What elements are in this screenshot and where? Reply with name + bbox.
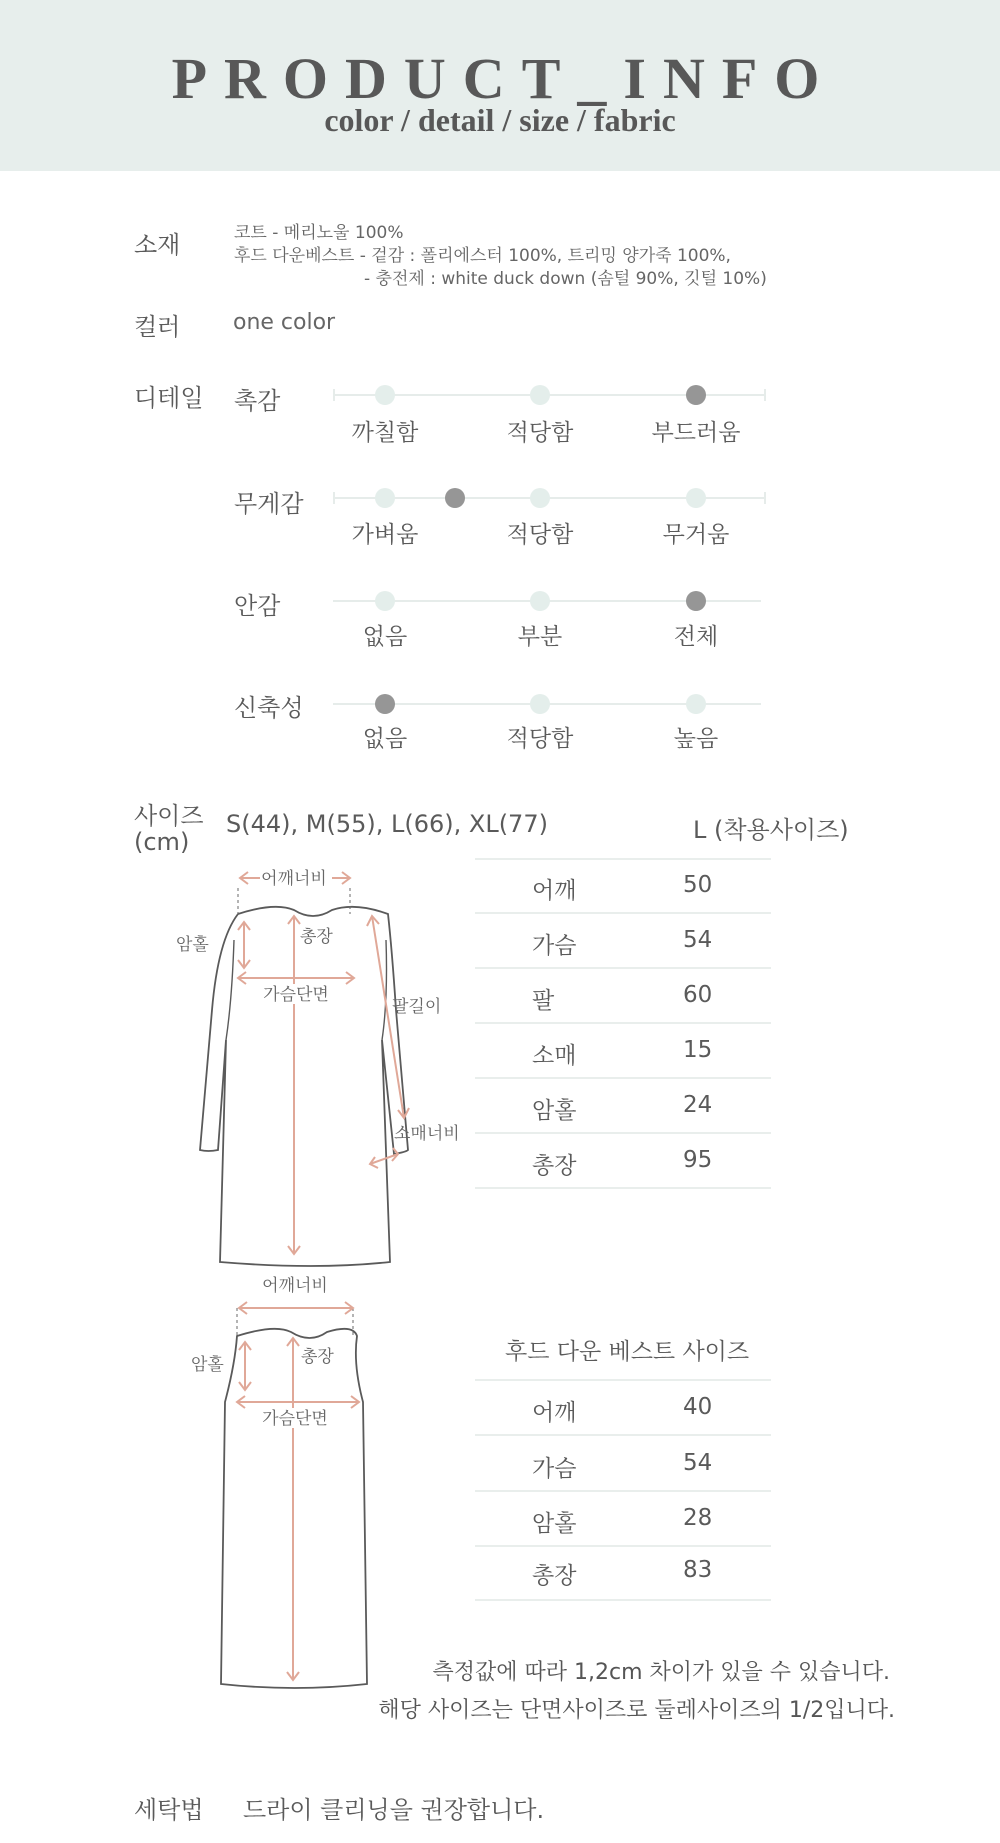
vest-row-2-value: 54 xyxy=(683,1450,713,1476)
vest-row-3-value: 28 xyxy=(683,1505,713,1531)
vest-measurement-diagram xyxy=(185,1268,425,1698)
wash-value: 드라이 클리닝을 권장합니다. xyxy=(243,1796,545,1824)
lining-dot-1 xyxy=(375,591,395,611)
vest-row-4-value: 83 xyxy=(683,1557,713,1583)
table-divider xyxy=(475,1545,771,1547)
color-label: 컬러 xyxy=(134,313,181,341)
stretch-option-3: 높음 xyxy=(673,726,719,752)
header-banner xyxy=(0,0,1000,171)
note-tolerance: 측정값에 따라 1,2cm 차이가 있을 수 있습니다. xyxy=(432,1660,890,1685)
lining-option-1: 없음 xyxy=(362,624,408,650)
coat-row-1-part: 어깨 xyxy=(532,878,577,904)
coat-chest-label: 가슴단면 xyxy=(263,985,329,1005)
stretch-option-1: 없음 xyxy=(362,726,408,752)
coat-row-4-value: 15 xyxy=(683,1037,713,1063)
note-half-circumference: 해당 사이즈는 단면사이즈로 둘레사이즈의 1/2입니다. xyxy=(378,1698,895,1723)
coat-row-2-value: 54 xyxy=(683,927,713,953)
table-divider xyxy=(475,1187,771,1189)
available-sizes: S(44), M(55), L(66), XL(77) xyxy=(226,810,548,838)
weight-option-2: 적당함 xyxy=(506,522,574,548)
texture-option-1: 까칠함 xyxy=(351,420,419,446)
detail-row-stretch-label: 신축성 xyxy=(234,694,304,722)
detail-row-lining-label: 안감 xyxy=(234,592,281,620)
vest-row-1-value: 40 xyxy=(683,1394,713,1420)
vest-length-label: 총장 xyxy=(301,1347,334,1367)
scale-cap xyxy=(764,492,766,504)
vest-table-title: 후드 다운 베스트 사이즈 xyxy=(505,1339,750,1365)
lining-dot-2 xyxy=(530,591,550,611)
lining-option-3: 전체 xyxy=(673,624,719,650)
weight-dot-3 xyxy=(686,488,706,508)
coat-row-5-value: 24 xyxy=(683,1092,713,1118)
material-label: 소재 xyxy=(134,231,181,259)
table-divider xyxy=(475,967,771,969)
coat-shoulder-label: 어깨너비 xyxy=(261,869,327,889)
lining-option-2: 부분 xyxy=(517,624,563,650)
vest-row-4-part: 총장 xyxy=(532,1563,577,1589)
weight-option-3: 무거움 xyxy=(662,522,730,548)
coat-armhole-label: 암홀 xyxy=(176,935,209,955)
coat-row-4-part: 소매 xyxy=(532,1043,577,1069)
stretch-option-2: 적당함 xyxy=(506,726,574,752)
detail-label: 디테일 xyxy=(134,384,204,412)
color-value: one color xyxy=(233,310,336,335)
coat-row-2-part: 가슴 xyxy=(532,933,577,959)
page-subtitle: color / detail / size / fabric xyxy=(324,102,676,138)
table-divider xyxy=(475,1132,771,1134)
stretch-dot-3 xyxy=(686,694,706,714)
size-label: 사이즈 xyxy=(134,802,204,830)
table-divider xyxy=(475,1379,771,1381)
vest-row-3-part: 암홀 xyxy=(532,1511,577,1537)
scale-cap xyxy=(333,389,335,401)
coat-row-1-value: 50 xyxy=(683,872,713,898)
table-divider xyxy=(475,1022,771,1024)
coat-sleeve-length-label: 팔길이 xyxy=(392,997,442,1017)
texture-dot-3-selected xyxy=(686,385,706,405)
sleeve-length-arrow xyxy=(372,916,404,1118)
lining-dot-3-selected xyxy=(686,591,706,611)
table-divider xyxy=(475,1599,771,1601)
worn-size: L (착용사이즈) xyxy=(693,816,849,844)
coat-row-6-value: 95 xyxy=(683,1147,713,1173)
texture-option-3: 부드러움 xyxy=(651,420,741,446)
coat-sleeve-width-label: 소매너비 xyxy=(394,1124,460,1144)
coat-row-3-value: 60 xyxy=(683,982,713,1008)
texture-dot-1 xyxy=(375,385,395,405)
coat-measurement-diagram xyxy=(160,850,480,1280)
stretch-dot-1-selected xyxy=(375,694,395,714)
vest-row-1-part: 어깨 xyxy=(532,1400,577,1426)
table-divider xyxy=(475,912,771,914)
stretch-dot-2 xyxy=(530,694,550,714)
scale-cap xyxy=(764,389,766,401)
weight-dot-1 xyxy=(375,488,395,508)
material-line-3: - 충전제 : white duck down (솜털 90%, 깃털 10%) xyxy=(364,269,767,289)
page-title: PRODUCT_INFO xyxy=(171,46,837,111)
table-divider xyxy=(475,858,771,860)
texture-option-2: 적당함 xyxy=(506,420,574,446)
wash-label: 세탁법 xyxy=(134,1796,204,1824)
vest-row-2-part: 가슴 xyxy=(532,1456,577,1482)
coat-row-3-part: 팔 xyxy=(532,988,555,1014)
table-divider xyxy=(475,1434,771,1436)
vest-shoulder-label: 어깨너비 xyxy=(262,1276,328,1296)
size-unit-label: (cm) xyxy=(134,828,190,856)
detail-row-texture-label: 촉감 xyxy=(234,387,281,415)
coat-length-label: 총장 xyxy=(300,927,333,947)
material-line-1: 코트 - 메리노울 100% xyxy=(234,223,404,243)
table-divider xyxy=(475,1077,771,1079)
weight-dot-2 xyxy=(530,488,550,508)
detail-row-weight-label: 무게감 xyxy=(234,490,304,518)
material-line-2: 후드 다운베스트 - 겉감 : 폴리에스터 100%, 트리밍 양가죽 100%, xyxy=(234,246,731,266)
texture-dot-2 xyxy=(530,385,550,405)
vest-armhole-label: 암홀 xyxy=(191,1355,224,1375)
weight-option-1: 가벼움 xyxy=(351,522,419,548)
coat-row-5-part: 암홀 xyxy=(532,1098,577,1124)
vest-chest-label: 가슴단면 xyxy=(262,1409,328,1429)
scale-cap xyxy=(333,492,335,504)
coat-sleeve-seam-left xyxy=(226,940,234,1040)
weight-dot-selected xyxy=(445,488,465,508)
coat-row-6-part: 총장 xyxy=(532,1153,577,1179)
table-divider xyxy=(475,1490,771,1492)
coat-outline xyxy=(200,907,408,1266)
